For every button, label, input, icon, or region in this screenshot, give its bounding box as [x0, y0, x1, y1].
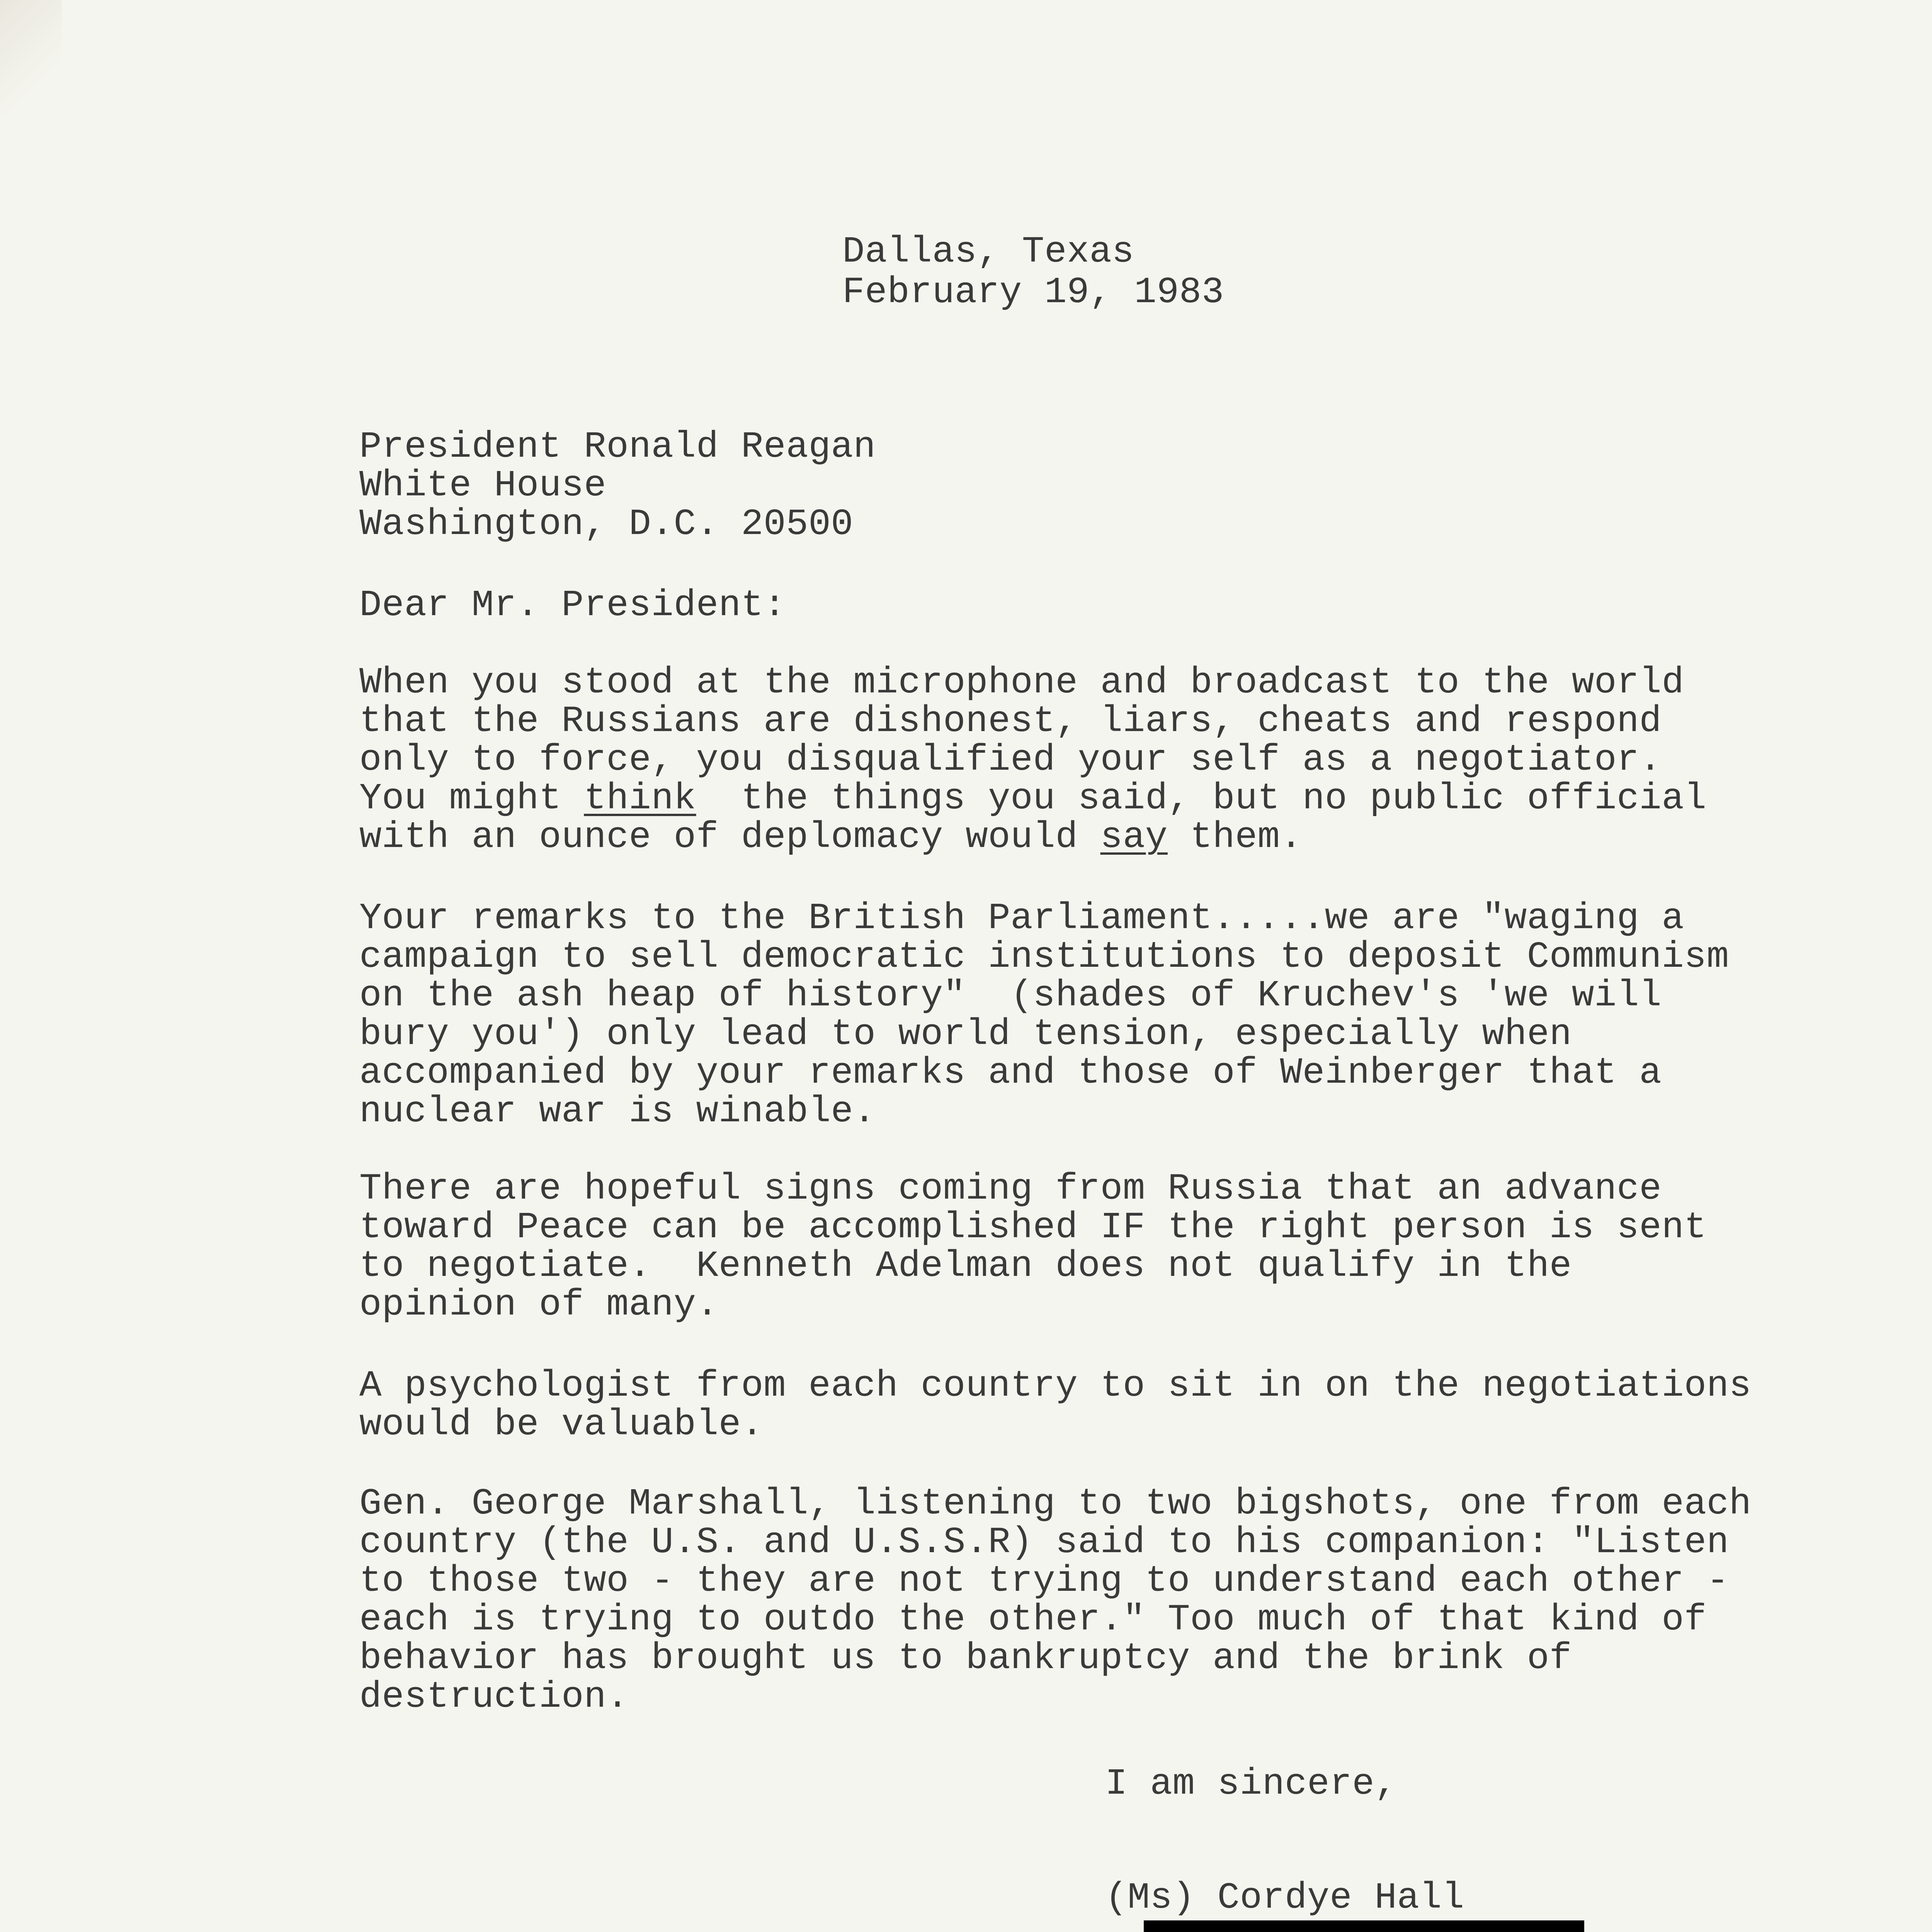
paragraph-3-line: to negotiate. Kenneth Adelman does not qualify in the — [359, 1245, 1572, 1287]
closing: I am sincere, — [1105, 1763, 1397, 1805]
text-segment: You might — [359, 777, 584, 820]
paragraph-2-line: nuclear war is winable. — [359, 1090, 876, 1133]
paragraph-2-line: accompanied by your remarks and those of Weinberger that a — [359, 1052, 1662, 1094]
paragraph-1-line — [359, 817, 1303, 857]
paragraph-1-line: that the Russians are dishonest, liars, cheats and respond — [359, 700, 1662, 742]
paragraph-2-line: on the ash heap of history" (shades of Kruchev's 'we will — [359, 975, 1662, 1017]
text-segment: them. — [1167, 816, 1303, 858]
paragraph-2-line: campaign to sell democratic institutions to deposit Communism — [359, 936, 1729, 978]
recipient-address-line: White House — [359, 464, 607, 507]
paragraph-3-line: There are hopeful signs coming from Russia that an advance — [359, 1168, 1662, 1210]
paragraph-5-line: country (the U.S. and U.S.S.R) said to his companion: "Listen — [359, 1521, 1729, 1563]
salutation: Dear Mr. President: — [359, 584, 786, 626]
underlined-word: think — [584, 777, 696, 820]
recipient-city-line: Washington, D.C. 20500 — [359, 503, 854, 545]
paragraph-3-line: toward Peace can be accomplished IF the right person is sent — [359, 1206, 1707, 1248]
text-segment: with an ounce of deplomacy would — [359, 816, 1100, 858]
redaction-bar — [1144, 1920, 1584, 1932]
signature: (Ms) Cordye Hall — [1105, 1877, 1464, 1919]
paragraph-2-line: bury you') only lead to world tension, especially when — [359, 1013, 1572, 1055]
paragraph-5-line: to those two - they are not trying to understand each other - — [359, 1560, 1729, 1602]
paragraph-1-line: When you stood at the microphone and broadcast to the world — [359, 662, 1684, 704]
paragraph-5-line: destruction. — [359, 1676, 629, 1718]
paragraph-1-line — [359, 779, 1707, 819]
paragraph-1-line: only to force, you disqualified your self as a negotiator. — [359, 739, 1662, 781]
paragraph-3-line: opinion of many. — [359, 1284, 719, 1326]
paragraph-5-line: Gen. George Marshall, listening to two bigshots, one from each — [359, 1483, 1752, 1525]
paragraph-5-line: behavior has brought us to bankruptcy and the brink of — [359, 1637, 1572, 1679]
paragraph-2-line: Your remarks to the British Parliament.....we are "waging a — [359, 897, 1684, 939]
letter-place: Dallas, Texas — [842, 231, 1134, 273]
recipient-name: President Ronald Reagan — [359, 426, 876, 468]
paragraph-4-line: would be valuable. — [359, 1403, 764, 1446]
paragraph-4-line: A psychologist from each country to sit in on the negotiations — [359, 1365, 1752, 1407]
letter-date: February 19, 1983 — [842, 271, 1224, 313]
text-segment: the things you said, but no public official — [696, 777, 1707, 820]
underlined-word: say — [1100, 816, 1168, 858]
paragraph-5-line: each is trying to outdo the other." Too much of that kind of — [359, 1599, 1707, 1641]
